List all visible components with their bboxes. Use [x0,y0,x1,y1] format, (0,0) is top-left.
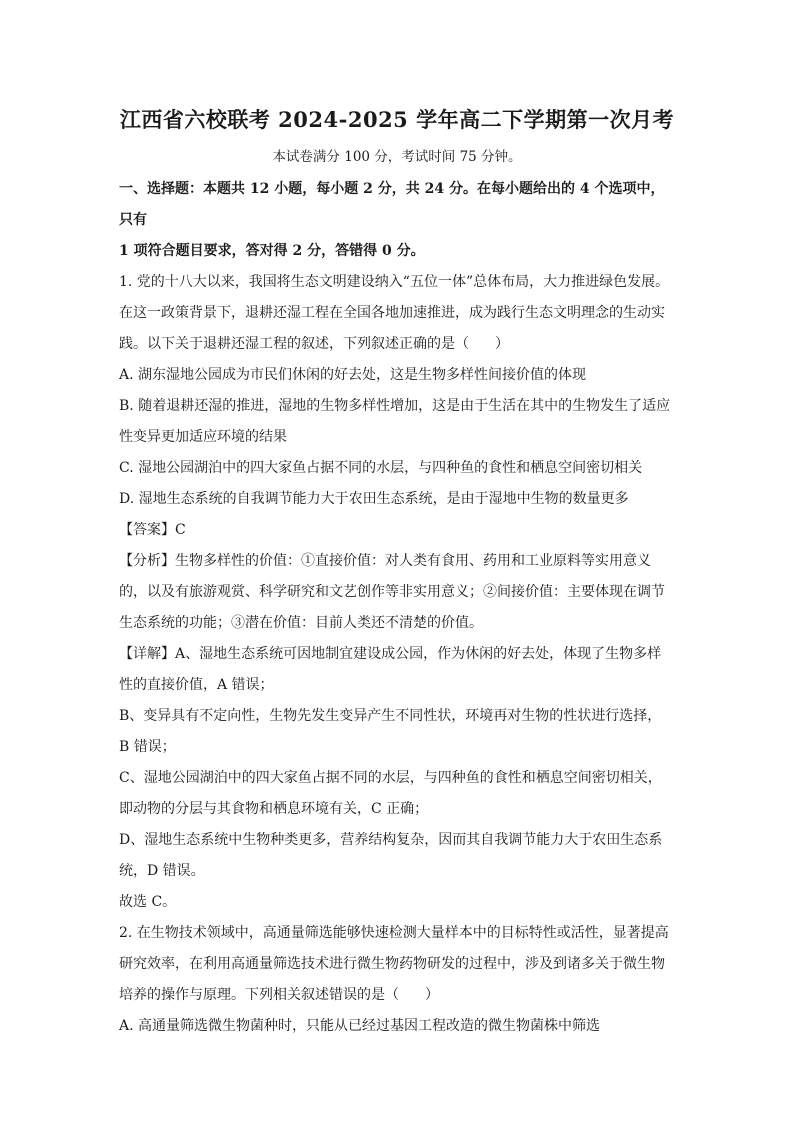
q1-stem-close: ） [495,336,509,352]
q1-stem-line: 在这一政策背景下，退耕还湿工程在全国各地加速推进，成为践行生态文明理念的生动实 [119,305,665,321]
q1-option-b: B. 随着退耕还湿的推进，湿地的生物多样性增加，这是由于生活在其中的生物发生了适应 [119,398,671,414]
q1-detail-line: 性的直接价值，A 错误； [119,677,274,693]
q1-option-a: A. 湖东湿地公园成为市民们休闲的好去处，这是生物多样性间接价值的体现 [119,367,587,383]
q2-stem-text: 培养的操作与原理。下列相关叙述错误的是（ [119,987,399,1003]
q1-conclusion: 故选 C。 [119,894,177,910]
q1-detail-line: 【详解】A、湿地生态系统可因地制宜建设成公园，作为休闲的好去处，体现了生物多样 [119,646,662,662]
q2-stem-close: ） [425,987,439,1003]
q2-stem-line: 2. 在生物技术领域中，高通量筛选能够快速检测大量样本中的目标特性或活性，显著提高 [119,925,669,941]
section-heading-line: 一、选择题：本题共 12 小题，每小题 2 分，共 24 分。在每小题给出的 4 个选项中，只有 [119,181,665,228]
q2-stem-line [119,980,675,1011]
q1-detail-line: B、变异具有不定向性，生物先发生变异产生不同性状，环境再对生物的性状进行选择， [119,708,662,724]
q2-option-a: A. 高通量筛选微生物菌种时，只能从已经过基因工程改造的微生物菌株中筛选 [119,1018,601,1034]
q1-detail-line: D、湿地生态系统中生物种类更多，营养结构复杂，因而其自我调节能力大于农田生态系 [119,832,663,848]
q1-analysis-line: 生态系统的功能；③潜在价值：目前人类还不清楚的价值。 [119,615,483,631]
page-title: 江西省六校联考 2024-2025 学年高二下学期第一次月考 [119,107,675,132]
q1-option-b-cont: 性变异更加适应环境的结果 [119,429,287,445]
q1-detail-line: B 错误； [119,739,176,755]
q1-detail-line: 统，D 错误。 [119,863,205,879]
q1-analysis-line: 【分析】生物多样性的价值：①直接价值：对人类有食用、药用和工业原料等实用意义 [119,553,651,569]
document-body [119,174,675,1042]
q1-option-c: C. 湿地公园湖泊中的四大家鱼占据不同的水层，与四种鱼的食性和栖息空间密切相关 [119,460,643,476]
exam-info: 本试卷满分 100 分，考试时间 75 分钟。 [272,149,522,165]
q1-stem-line [119,329,675,360]
q1-detail-line: 即动物的分层与其食物和栖息环境有关，C 正确； [119,801,429,817]
q1-detail-line: C、湿地公园湖泊中的四大家鱼占据不同的水层，与四种鱼的食性和栖息空间密切相关， [119,770,662,786]
section-heading-line: 1 项符合题目要求，答对得 2 分，答错得 0 分。 [119,243,425,259]
q1-option-d: D. 湿地生态系统的自我调节能力大于农田生态系统，是由于湿地中生物的数量更多 [119,491,629,507]
q1-analysis-line: 的，以及有旅游观赏、科学研究和文艺创作等非实用意义；②间接价值：主要体现在调节 [119,584,665,600]
q1-stem-line: 1. 党的十八大以来，我国将生态文明建设纳入“五位一体”总体布局，大力推进绿色发展。 [119,274,670,290]
q1-stem-text: 践。以下关于退耕还湿工程的叙述，下列叙述正确的是（ [119,336,469,352]
q2-stem-line: 研究效率，在利用高通量筛选技术进行微生物药物研发的过程中，涉及到诸多关于微生物 [119,956,665,972]
q1-answer: 【答案】C [119,522,186,538]
